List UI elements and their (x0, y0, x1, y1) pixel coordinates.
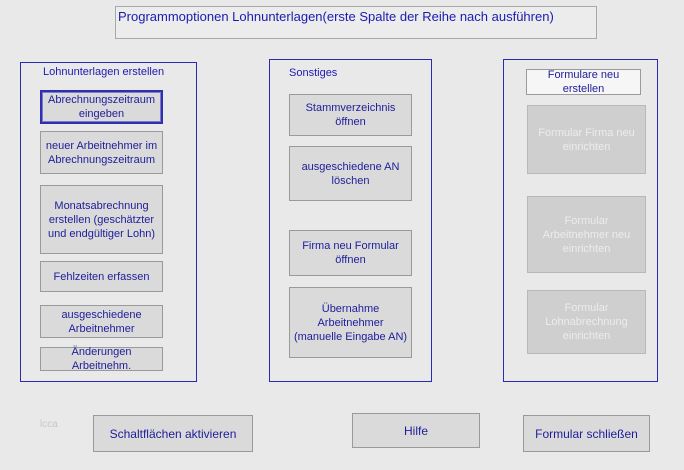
formular-firma-button[interactable]: Formular Firma neu einrichten (527, 105, 646, 174)
neuer-arbeitnehmer-button[interactable]: neuer Arbeitnehmer im Abrechnungszeitraum (40, 131, 163, 174)
abrechnungszeitraum-button[interactable]: Abrechnungszeitraum eingeben (40, 90, 163, 124)
uebernahme-arbeitnehmer-button[interactable]: Übernahme Arbeitnehmer (manuelle Eingabe AN) (289, 287, 412, 358)
aenderungen-arbeitnehmer-button[interactable]: Änderungen Arbeitnehm. (40, 347, 163, 371)
formular-schliessen-button[interactable]: Formular schließen (523, 415, 650, 452)
formular-arbeitnehmer-button[interactable]: Formular Arbeitnehmer neu einrichten (527, 196, 646, 273)
group-label-sonstiges: Sonstiges (289, 67, 338, 79)
fehlzeiten-button[interactable]: Fehlzeiten erfassen (40, 261, 163, 292)
ausgeschiedene-arbeitnehmer-button[interactable]: ausgeschiedene Arbeitnehmer (40, 305, 163, 338)
faint-label: lcca (40, 419, 58, 430)
stammverzeichnis-button[interactable]: Stammverzeichnis öffnen (289, 94, 412, 136)
group-label-lohnunterlagen: Lohnunterlagen erstellen (43, 66, 165, 78)
formulare-neu-erstellen-label: Formulare neu erstellen (526, 69, 641, 95)
hilfe-button[interactable]: Hilfe (352, 413, 480, 448)
schaltflaechen-aktivieren-button[interactable]: Schaltflächen aktivieren (93, 415, 253, 452)
firma-formular-button[interactable]: Firma neu Formular öffnen (289, 230, 412, 276)
title-box: Programmoptionen Lohnunterlagen(erste Spalte der Reihe nach ausführen) (115, 6, 597, 39)
monatsabrechnung-button[interactable]: Monatsabrechnung erstellen (geschätzter und endgültiger Lohn) (40, 185, 163, 254)
an-loeschen-button[interactable]: ausgeschiedene AN löschen (289, 146, 412, 201)
formular-lohnabrechnung-button[interactable]: Formular Lohnabrechnung einrichten (527, 290, 646, 354)
